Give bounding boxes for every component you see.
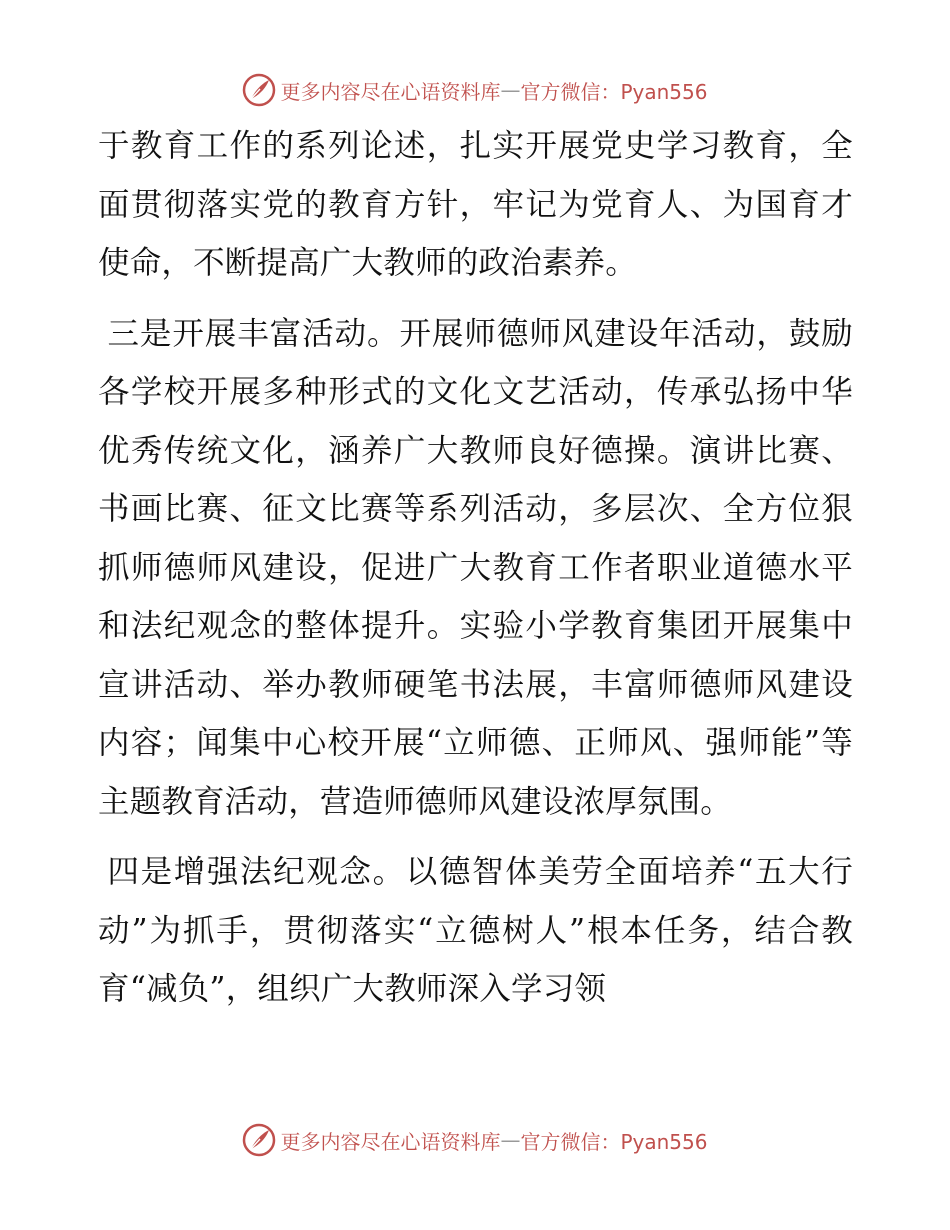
footer-separator: —: [500, 1128, 521, 1152]
feather-pen-icon: [242, 1123, 276, 1157]
paragraph-3: 四是增强法纪观念。以德智体美劳全面培养“五大行动”为抓手，贯彻落实“立德树人”根本任务，结合教育“减负”，组织广大教师深入学习领: [98, 854, 853, 1007]
footer-brand-text: 更多内容尽在心语资料库: [280, 1129, 501, 1154]
document-body: [98, 117, 853, 1019]
header-wechat-text: 官方微信：Pyan556: [520, 79, 708, 104]
footer-wechat-text: 官方微信：Pyan556: [520, 1129, 708, 1154]
paragraph-1: 于教育工作的系列论述，扎实开展党史学习教育，全面贯彻落实党的教育方针，牢记为党育人、为国育才使命，不断提高广大教师的政治素养。: [98, 128, 853, 281]
header-brand-text: 更多内容尽在心语资料库: [280, 79, 501, 104]
feather-pen-icon: [242, 73, 276, 107]
footer-watermark: [0, 1120, 950, 1160]
paragraph-2: 三是开展丰富活动。开展师德师风建设年活动，鼓励各学校开展多种形式的文化文艺活动，传承弘扬中华优秀传统文化，涵养广大教师良好德操。演讲比赛、书画比赛、征文比赛等系列活动，多层次、全方位狠抓师德师风建设，促进广大教育工作者职业道德水平和法纪观念的整体提升。实验小学教育集团开展集中宣讲活动、举办教师硬笔书法展，丰富师德师风建设内容；闻集中心校开展“立师德、正师风、强师能”等主题教育活动，营造师德师风建设浓厚氛围。: [98, 315, 853, 820]
header-separator: —: [500, 78, 521, 102]
header-watermark: [0, 70, 950, 110]
